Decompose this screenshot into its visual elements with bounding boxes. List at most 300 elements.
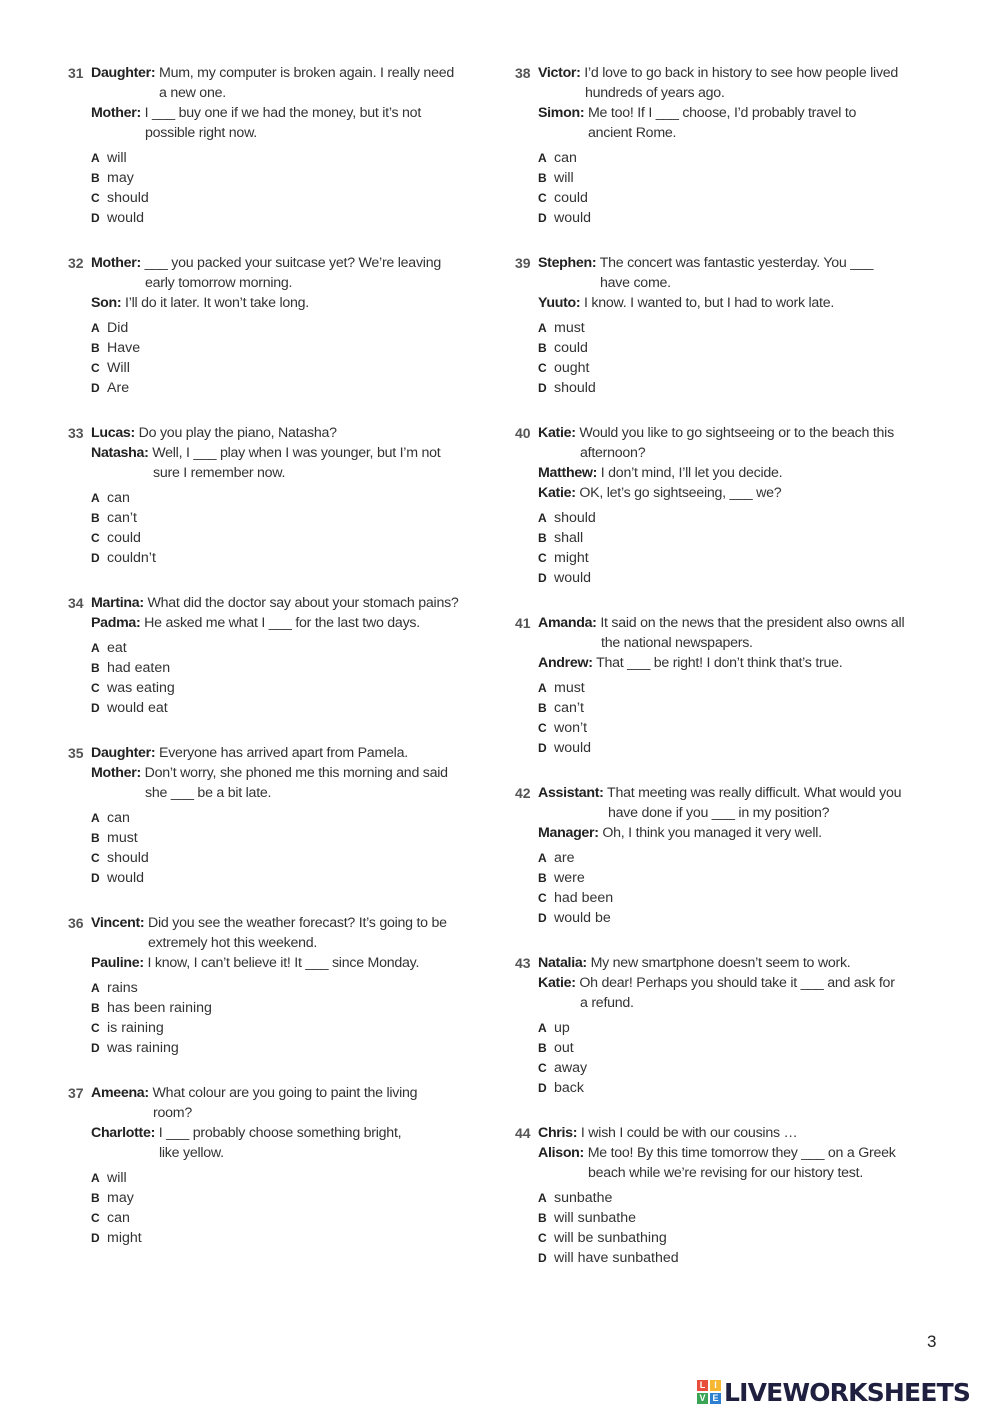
- option-text: away: [554, 1060, 588, 1077]
- dialogue-text: What colour are you going to paint the living: [152, 1085, 418, 1101]
- option-letter: D: [91, 1041, 100, 1056]
- option-text: couldn’t: [107, 550, 156, 567]
- brand-name: LIVEWORKSHEETS: [724, 1378, 971, 1407]
- dialogue-line: [538, 993, 935, 1013]
- option-text: will: [554, 170, 574, 187]
- option-text: could: [554, 190, 588, 207]
- dialogue-line: [538, 483, 935, 503]
- dialogue-text: It said on the news that the president also owns all: [600, 615, 905, 631]
- option-c[interactable]: [538, 548, 935, 568]
- option-letter: B: [91, 171, 100, 186]
- question-number: 42: [515, 785, 531, 801]
- dialogue: [538, 423, 935, 503]
- dialogue: [91, 423, 488, 483]
- option-text: would: [554, 740, 592, 757]
- option-text: are: [554, 850, 575, 866]
- option-letter: C: [91, 1211, 100, 1226]
- dialogue-line: [91, 593, 488, 613]
- option-b[interactable]: [538, 528, 935, 548]
- option-b[interactable]: [91, 508, 488, 528]
- dialogue-line: [538, 1143, 935, 1163]
- option-text: can’t: [107, 510, 137, 527]
- option-b[interactable]: [538, 338, 935, 358]
- option-text: should: [554, 380, 596, 397]
- option-letter: A: [538, 681, 547, 695]
- option-letter: C: [538, 891, 547, 906]
- option-a[interactable]: [538, 508, 935, 528]
- dialogue-text: Oh, I think you managed it very well.: [602, 825, 822, 841]
- option-a[interactable]: [91, 318, 488, 338]
- option-text: Will: [107, 360, 130, 377]
- option-letter: D: [538, 911, 547, 926]
- option-text: would: [107, 210, 145, 227]
- speaker-name: Yuuto:: [538, 295, 581, 311]
- speaker-name: Daughter:: [91, 745, 156, 761]
- dialogue-line: [91, 953, 488, 973]
- option-b[interactable]: [91, 658, 488, 678]
- option-text: would: [554, 570, 592, 587]
- question-37: [68, 1083, 488, 1248]
- dialogue-text: I wish I could be with our cousins …: [580, 1125, 798, 1141]
- option-c[interactable]: [91, 1018, 488, 1038]
- option-text: will sunbathe: [554, 1210, 637, 1227]
- option-d[interactable]: [538, 1078, 935, 1098]
- answer-options: [91, 808, 488, 888]
- dialogue: [538, 613, 935, 673]
- option-letter: D: [538, 1081, 547, 1096]
- option-text: would eat: [107, 700, 168, 717]
- option-letter: B: [91, 341, 100, 356]
- option-letter: A: [91, 1171, 100, 1185]
- dialogue-text: That meeting was really difficult. What would you: [607, 785, 902, 801]
- dialogue-text: Oh dear! Perhaps you should take it ___ and ask for: [579, 975, 895, 991]
- option-text: can: [554, 150, 577, 166]
- dialogue: [91, 743, 488, 803]
- dialogue-line: [538, 463, 935, 483]
- dialogue-text: a refund.: [580, 995, 634, 1011]
- option-letter: D: [91, 381, 100, 396]
- option-letter: D: [91, 1231, 100, 1246]
- option-d[interactable]: [538, 208, 935, 228]
- dialogue-line: [538, 293, 935, 313]
- dialogue-line: [91, 103, 488, 123]
- option-letter: C: [91, 361, 100, 376]
- option-text: would: [107, 870, 145, 887]
- speaker-name: Lucas:: [91, 425, 135, 441]
- speaker-name: Daughter:: [91, 65, 156, 81]
- answer-options: [538, 1018, 935, 1098]
- option-d[interactable]: [91, 868, 488, 888]
- speaker-name: Natasha:: [91, 445, 149, 461]
- speaker-name: Manager:: [538, 825, 599, 841]
- dialogue-text: beach while we’re revising for our history test.: [588, 1165, 864, 1181]
- dialogue-text: the national newspapers.: [601, 635, 753, 651]
- question-number: 43: [515, 955, 531, 971]
- dialogue-text: ancient Rome.: [588, 125, 677, 141]
- speaker-name: Son:: [91, 295, 122, 311]
- dialogue-text: OK, let’s go sightseeing, ___ we?: [579, 485, 782, 501]
- option-letter: C: [538, 551, 547, 566]
- question-number: 37: [68, 1085, 84, 1101]
- dialogue-text: Everyone has arrived apart from Pamela.: [159, 745, 408, 761]
- option-text: can: [107, 1210, 130, 1227]
- option-text: sunbathe: [554, 1190, 613, 1206]
- speaker-name: Andrew:: [538, 655, 593, 671]
- speaker-name: Chris:: [538, 1125, 578, 1141]
- option-letter: A: [538, 151, 547, 165]
- option-c[interactable]: [91, 848, 488, 868]
- option-text: back: [554, 1080, 584, 1097]
- option-letter: D: [91, 701, 100, 716]
- speaker-name: Katie:: [538, 975, 576, 991]
- dialogue-text: He asked me what I ___ for the last two days.: [144, 615, 420, 631]
- dialogue-line: [91, 253, 488, 273]
- dialogue-line: [538, 103, 935, 123]
- question-33: [68, 423, 488, 568]
- option-text: rains: [107, 980, 138, 996]
- speaker-name: Ameena:: [91, 1085, 149, 1101]
- option-text: ought: [554, 360, 590, 377]
- dialogue-text: Well, I ___ play when I was younger, but I’m not: [152, 445, 441, 461]
- question-number: 35: [68, 745, 84, 761]
- dialogue-line: [91, 443, 488, 463]
- option-b[interactable]: [91, 828, 488, 848]
- option-text: up: [554, 1020, 570, 1036]
- dialogue-line: [538, 803, 935, 823]
- dialogue-line: [538, 783, 935, 803]
- dialogue-line: [91, 273, 488, 293]
- speaker-name: Katie:: [538, 485, 576, 501]
- option-c[interactable]: [91, 1208, 488, 1228]
- dialogue-text: My new smartphone doesn’t seem to work.: [590, 955, 851, 971]
- dialogue-line: [538, 1123, 935, 1143]
- option-text: can: [107, 490, 130, 506]
- option-a[interactable]: [91, 808, 488, 828]
- speaker-name: Vincent:: [91, 915, 145, 931]
- option-a[interactable]: [538, 148, 935, 168]
- option-d[interactable]: [538, 908, 935, 928]
- dialogue-line: [91, 743, 488, 763]
- option-d[interactable]: [91, 378, 488, 398]
- dialogue-text: a new one.: [159, 85, 226, 101]
- option-text: must: [107, 830, 138, 847]
- option-letter: D: [91, 871, 100, 886]
- option-d[interactable]: [538, 1248, 935, 1268]
- option-text: must: [554, 680, 585, 696]
- option-letter: B: [91, 661, 100, 676]
- question-number: 44: [515, 1125, 531, 1141]
- option-c[interactable]: [91, 188, 488, 208]
- speaker-name: Natalia:: [538, 955, 587, 971]
- dialogue-text: Would you like to go sightseeing or to the beach this: [579, 425, 894, 441]
- option-c[interactable]: [91, 678, 488, 698]
- question-40: [515, 423, 935, 588]
- dialogue-text: I’ll do it later. It won’t take long.: [125, 295, 309, 311]
- question-36: [68, 913, 488, 1058]
- option-letter: C: [538, 1231, 547, 1246]
- question-number: 34: [68, 595, 84, 611]
- dialogue-text: like yellow.: [159, 1145, 224, 1161]
- dialogue-text: Me too! By this time tomorrow they ___ on a Greek: [587, 1145, 896, 1161]
- option-text: had eaten: [107, 660, 171, 677]
- option-c[interactable]: [538, 358, 935, 378]
- speaker-name: Victor:: [538, 65, 581, 81]
- option-letter: B: [538, 1041, 547, 1056]
- dialogue-line: [538, 973, 935, 993]
- option-letter: D: [91, 551, 100, 566]
- dialogue: [91, 253, 488, 313]
- option-c[interactable]: [538, 1228, 935, 1248]
- answer-options: [91, 148, 488, 228]
- option-b[interactable]: [538, 698, 935, 718]
- option-text: can: [107, 810, 130, 826]
- option-text: could: [107, 530, 141, 547]
- speaker-name: Martina:: [91, 595, 144, 611]
- option-a[interactable]: [538, 1018, 935, 1038]
- option-d[interactable]: [538, 378, 935, 398]
- option-b[interactable]: [91, 998, 488, 1018]
- dialogue-line: [91, 423, 488, 443]
- speaker-name: Mother:: [91, 765, 141, 781]
- question-34: [68, 593, 488, 718]
- option-letter: C: [538, 191, 547, 206]
- option-text: might: [107, 1230, 142, 1247]
- option-a[interactable]: [91, 978, 488, 998]
- dialogue-line: [91, 1103, 488, 1123]
- logo-cell-l: L: [697, 1380, 708, 1391]
- dialogue-line: [538, 613, 935, 633]
- option-text: is raining: [107, 1020, 164, 1037]
- option-text: should: [107, 850, 149, 867]
- option-b[interactable]: [91, 168, 488, 188]
- dialogue-text: What did the doctor say about your stomach pains?: [147, 595, 459, 611]
- option-letter: D: [538, 381, 547, 396]
- answer-options: [538, 848, 935, 928]
- option-letter: C: [538, 721, 547, 736]
- dialogue: [538, 953, 935, 1013]
- option-text: would be: [554, 910, 611, 927]
- dialogue-line: [538, 953, 935, 973]
- logo-cell-e: E: [710, 1393, 721, 1404]
- option-letter: A: [538, 1021, 547, 1035]
- liveworksheets-icon: [697, 1380, 723, 1406]
- dialogue-text: afternoon?: [580, 445, 646, 461]
- question-number: 38: [515, 65, 531, 81]
- option-d[interactable]: [91, 1038, 488, 1058]
- option-text: may: [107, 170, 134, 187]
- option-letter: C: [91, 531, 100, 546]
- option-text: would: [554, 210, 592, 227]
- option-b[interactable]: [91, 338, 488, 358]
- speaker-name: Katie:: [538, 425, 576, 441]
- dialogue-line: [91, 913, 488, 933]
- option-letter: A: [538, 321, 547, 335]
- option-text: Did: [107, 320, 129, 336]
- dialogue: [538, 1123, 935, 1183]
- question-41: [515, 613, 935, 758]
- dialogue-line: [538, 83, 935, 103]
- option-letter: A: [91, 151, 100, 165]
- question-35: [68, 743, 488, 888]
- speaker-name: Stephen:: [538, 255, 597, 271]
- speaker-name: Pauline:: [91, 955, 144, 971]
- option-c[interactable]: [538, 188, 935, 208]
- dialogue-line: [91, 613, 488, 633]
- option-letter: D: [538, 1251, 547, 1266]
- page-number: 3: [927, 1332, 937, 1351]
- dialogue: [91, 593, 488, 633]
- logo-cell-v: V: [697, 1393, 708, 1404]
- dialogue-text: The concert was fantastic yesterday. You ___: [599, 255, 874, 271]
- option-c[interactable]: [538, 718, 935, 738]
- option-d[interactable]: [538, 568, 935, 588]
- dialogue-text: I ___ probably choose something bright,: [158, 1125, 402, 1141]
- speaker-name: Assistant:: [538, 785, 604, 801]
- option-d[interactable]: [91, 1228, 488, 1248]
- option-a[interactable]: [91, 488, 488, 508]
- option-a[interactable]: [91, 148, 488, 168]
- question-39: [515, 253, 935, 398]
- dialogue-line: [538, 653, 935, 673]
- question-44: [515, 1123, 935, 1268]
- option-letter: C: [91, 681, 100, 696]
- question-42: [515, 783, 935, 928]
- option-letter: B: [91, 511, 100, 526]
- option-text: will: [107, 150, 127, 166]
- dialogue: [538, 253, 935, 313]
- dialogue-line: [538, 273, 935, 293]
- option-letter: C: [91, 191, 100, 206]
- question-number: 33: [68, 425, 84, 441]
- option-a[interactable]: [91, 1168, 488, 1188]
- option-b[interactable]: [538, 1038, 935, 1058]
- answer-options: [538, 318, 935, 398]
- dialogue-text: extremely hot this weekend.: [148, 935, 318, 951]
- dialogue: [91, 63, 488, 143]
- option-a[interactable]: [91, 638, 488, 658]
- dialogue-text: room?: [153, 1105, 192, 1121]
- dialogue-text: Mum, my computer is broken again. I really need: [159, 65, 454, 81]
- dialogue-text: ___ you packed your suitcase yet? We’re leaving: [144, 255, 441, 271]
- option-c[interactable]: [538, 1058, 935, 1078]
- dialogue-text: Do you play the piano, Natasha?: [138, 425, 337, 441]
- option-letter: B: [538, 341, 547, 356]
- option-text: won’t: [554, 720, 588, 737]
- option-a[interactable]: [538, 318, 935, 338]
- option-b[interactable]: [538, 1208, 935, 1228]
- answer-options: [538, 508, 935, 588]
- option-c[interactable]: [91, 528, 488, 548]
- option-letter: C: [91, 1021, 100, 1036]
- dialogue-text: That ___ be right! I don’t think that’s true.: [596, 655, 843, 671]
- option-letter: B: [91, 1191, 100, 1206]
- dialogue-text: I know, I can’t believe it! It ___ since Monday.: [147, 955, 420, 971]
- logo-cell-i: I: [710, 1380, 721, 1391]
- question-32: [68, 253, 488, 398]
- option-text: could: [554, 340, 588, 357]
- dialogue-text: sure I remember now.: [153, 465, 286, 481]
- speaker-name: Amanda:: [538, 615, 597, 631]
- option-text: has been raining: [107, 1000, 212, 1017]
- dialogue: [91, 913, 488, 973]
- dialogue: [538, 63, 935, 143]
- option-letter: A: [538, 1191, 547, 1205]
- question-number: 40: [515, 425, 531, 441]
- dialogue-line: [538, 823, 935, 843]
- question-43: [515, 953, 935, 1098]
- option-text: should: [554, 510, 596, 526]
- speaker-name: Simon:: [538, 105, 585, 121]
- option-letter: B: [538, 531, 547, 546]
- option-text: eat: [107, 640, 127, 656]
- option-text: should: [107, 190, 149, 207]
- option-text: Are: [107, 380, 130, 397]
- option-letter: C: [91, 851, 100, 866]
- option-text: might: [554, 550, 589, 567]
- option-text: will be sunbathing: [554, 1230, 667, 1247]
- option-d[interactable]: [538, 738, 935, 758]
- option-b[interactable]: [91, 1188, 488, 1208]
- option-letter: D: [91, 211, 100, 226]
- speaker-name: Mother:: [91, 255, 141, 271]
- dialogue-text: hundreds of years ago.: [585, 85, 725, 101]
- answer-options: [91, 978, 488, 1058]
- question-number: 36: [68, 915, 84, 931]
- option-letter: B: [538, 701, 547, 716]
- option-d[interactable]: [91, 698, 488, 718]
- answer-options: [91, 488, 488, 568]
- dialogue-line: [538, 63, 935, 83]
- option-c[interactable]: [538, 888, 935, 908]
- answer-options: [538, 148, 935, 228]
- dialogue-text: I know. I wanted to, but I had to work late.: [584, 295, 835, 311]
- option-letter: D: [538, 571, 547, 586]
- dialogue-line: [538, 123, 935, 143]
- option-d[interactable]: [91, 208, 488, 228]
- question-38: [515, 63, 935, 228]
- option-b[interactable]: [538, 168, 935, 188]
- dialogue-text: I don’t mind, I’ll let you decide.: [600, 465, 783, 481]
- option-text: can’t: [554, 700, 584, 717]
- option-letter: B: [538, 1211, 547, 1226]
- speaker-name: Padma:: [91, 615, 141, 631]
- dialogue-text: Don’t worry, she phoned me this morning and said: [144, 765, 448, 781]
- question-number: 39: [515, 255, 531, 271]
- option-a[interactable]: [538, 1188, 935, 1208]
- option-text: were: [554, 870, 585, 887]
- dialogue-text: possible right now.: [145, 125, 257, 141]
- option-letter: B: [91, 1001, 100, 1016]
- option-b[interactable]: [538, 868, 935, 888]
- option-text: must: [554, 320, 585, 336]
- option-a[interactable]: [538, 678, 935, 698]
- question-number: 41: [515, 615, 531, 631]
- option-c[interactable]: [91, 358, 488, 378]
- dialogue-text: have done if you ___ in my position?: [608, 805, 830, 821]
- dialogue-line: [538, 423, 935, 443]
- option-text: may: [107, 1190, 134, 1207]
- speaker-name: Matthew:: [538, 465, 598, 481]
- dialogue-line: [91, 1083, 488, 1103]
- dialogue-text: she ___ be a bit late.: [145, 785, 272, 801]
- option-letter: D: [538, 211, 547, 226]
- option-d[interactable]: [91, 548, 488, 568]
- option-a[interactable]: [538, 848, 935, 868]
- option-text: will have sunbathed: [554, 1250, 679, 1267]
- option-letter: A: [91, 811, 100, 825]
- option-letter: A: [538, 851, 547, 865]
- dialogue-line: [91, 463, 488, 483]
